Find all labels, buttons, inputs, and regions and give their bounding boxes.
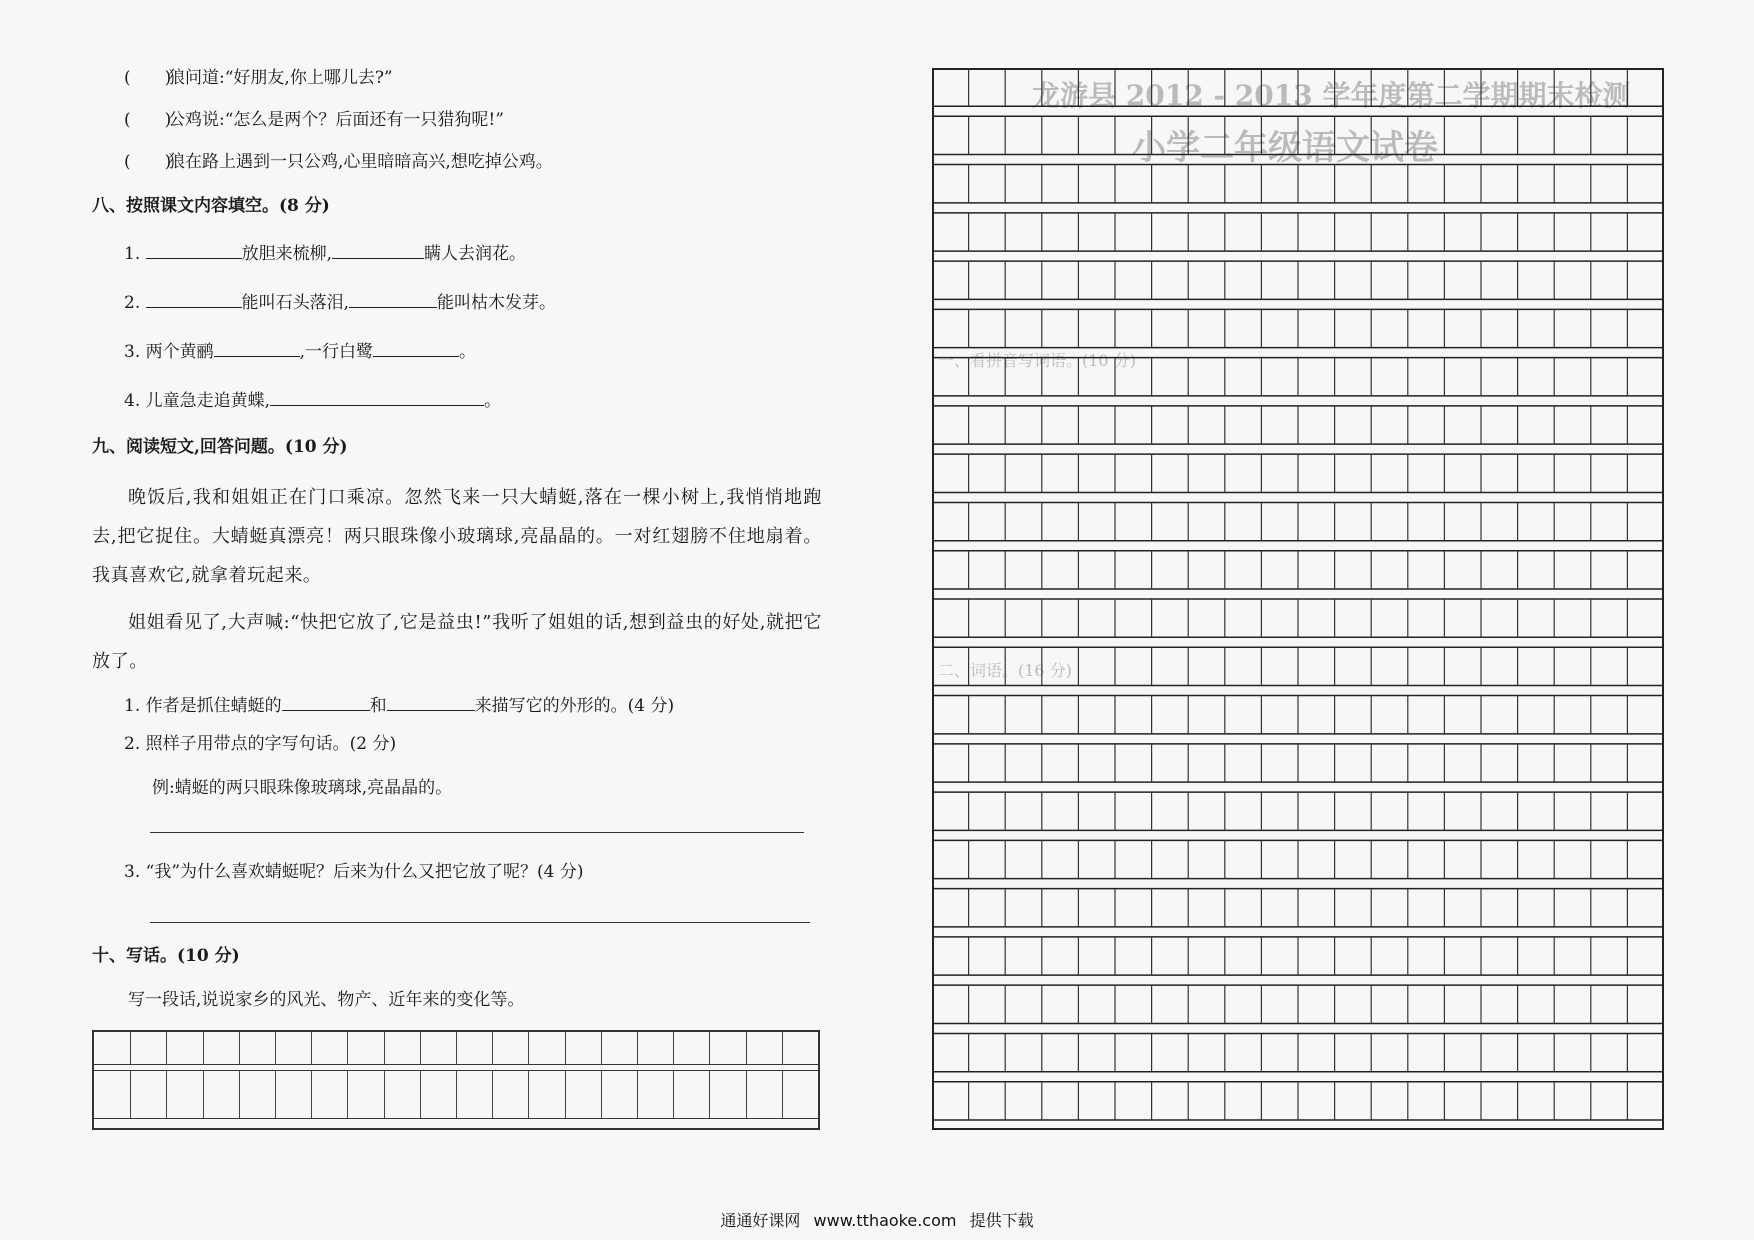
grid-column-line — [166, 1070, 167, 1118]
writing-grid[interactable] — [92, 1030, 820, 1130]
grid-column-line — [673, 1070, 674, 1118]
q9-example: 例:蜻蜓的两只眼珠像玻璃球,亮晶晶的。 — [152, 778, 453, 798]
grid-column-line — [166, 1032, 167, 1064]
fill-blank[interactable] — [332, 240, 424, 259]
answer-paren[interactable]: ( ) — [124, 152, 172, 172]
grid-column-line — [420, 1070, 421, 1118]
grid-column-line — [239, 1070, 240, 1118]
grid-column-line — [528, 1070, 529, 1118]
grid-divider — [94, 1064, 818, 1065]
ghost-section-1: 一、看拼音写词语。(10 分) — [938, 351, 1136, 370]
reading-passage-para-2: 姐姐看见了,大声喊:“快把它放了,它是益虫!”我听了姐姐的话,想到益虫的好处,就把它放了。 — [92, 612, 822, 672]
grid-column-line — [528, 1032, 529, 1064]
fill-blank[interactable] — [387, 692, 475, 711]
q10-heading: 十、写话。(10 分) — [92, 946, 240, 966]
answer-line[interactable] — [150, 922, 810, 923]
grid-column-line — [239, 1032, 240, 1064]
grid-column-line — [709, 1032, 710, 1064]
q7-item-3: ( )狼在路上遇到一只公鸡,心里暗暗高兴,想吃掉公鸡。 — [124, 152, 553, 172]
reading-passage-para-1: 晚饭后,我和姐姐正在门口乘凉。忽然飞来一只大蜻蜓,落在一棵小树上,我悄悄地跑去,把它捉住。大蜻蜓真漂亮！两只眼珠像小玻璃球,亮晶晶的。一对红翅膀不住地扇着。我真喜欢它,就拿着玩起来。 — [92, 487, 822, 586]
grid-column-line — [311, 1070, 312, 1118]
answer-line[interactable] — [150, 832, 804, 833]
composition-grid[interactable] — [932, 68, 1664, 1130]
site-name[interactable]: 通通好课网 — [720, 1211, 801, 1230]
q8-heading: 八、按照课文内容填空。(8 分) — [92, 196, 330, 216]
grid-column-line — [746, 1032, 747, 1064]
grid-column-line — [130, 1070, 131, 1118]
q9-sub-1: 1. 作者是抓住蜻蜓的 和 来描写它的外形的。(4 分) — [124, 692, 674, 718]
grid-column-line — [347, 1032, 348, 1064]
answer-paren[interactable]: ( ) — [124, 110, 172, 130]
grid-column-line — [492, 1032, 493, 1064]
grid-column-line — [275, 1070, 276, 1118]
grid-column-line — [456, 1070, 457, 1118]
fill-blank[interactable] — [373, 338, 459, 357]
grid-divider — [94, 1118, 818, 1119]
grid-column-line — [203, 1032, 204, 1064]
q9-sub-3: 3. “我”为什么喜欢蜻蜓呢？后来为什么又把它放了呢？(4 分) — [124, 862, 584, 882]
fill-blank[interactable] — [270, 387, 484, 406]
grid-column-line — [601, 1032, 602, 1064]
grid-column-line — [637, 1032, 638, 1064]
grid-column-line — [782, 1032, 783, 1064]
q10-prompt: 写一段话,说说家乡的风光、物产、近年来的变化等。 — [128, 990, 525, 1010]
left-exam-page — [0, 0, 860, 1180]
grid-column-line — [275, 1032, 276, 1064]
ghost-title-line-2: 小学二年级语文试卷 — [1132, 128, 1438, 168]
grid-column-line — [384, 1032, 385, 1064]
grid-column-line — [637, 1070, 638, 1118]
q8-line-1: 1. 放胆来梳柳, 瞒人去润花。 — [124, 240, 526, 266]
site-url[interactable]: www.tthaoke.com — [813, 1211, 957, 1230]
right-writing-sheet — [932, 68, 1664, 1130]
grid-column-line — [456, 1032, 457, 1064]
fill-blank[interactable] — [146, 240, 242, 259]
grid-column-line — [492, 1070, 493, 1118]
ghost-title-line-1: 龙游县 2012 - 2013 学年度第二学期期末检测 — [1032, 79, 1631, 112]
q7-item-1: ( )狼问道:“好朋友,你上哪儿去?” — [124, 68, 393, 88]
grid-column-line — [673, 1032, 674, 1064]
grid-column-line — [384, 1070, 385, 1118]
grid-column-line — [565, 1032, 566, 1064]
grid-column-line — [130, 1032, 131, 1064]
grid-column-line — [420, 1032, 421, 1064]
fill-blank[interactable] — [282, 692, 370, 711]
grid-column-line — [782, 1070, 783, 1118]
grid-column-line — [601, 1070, 602, 1118]
grid-column-line — [203, 1070, 204, 1118]
grid-column-line — [565, 1070, 566, 1118]
grid-column-line — [311, 1032, 312, 1064]
answer-paren[interactable]: ( ) — [124, 68, 172, 88]
q8-line-4: 4. 儿童急走追黄蝶, 。 — [124, 387, 501, 413]
footer — [0, 1208, 1754, 1231]
ghost-section-2: 二、词语。(16 分) — [938, 661, 1072, 680]
grid-column-line — [746, 1070, 747, 1118]
q9-heading: 九、阅读短文,回答问题。(10 分) — [92, 437, 348, 457]
grid-column-line — [709, 1070, 710, 1118]
q8-line-2: 2. 能叫石头落泪, 能叫枯木发芽。 — [124, 289, 556, 315]
q9-sub-2: 2. 照样子用带点的字写句话。(2 分) — [124, 734, 397, 754]
download-note: 提供下载 — [969, 1211, 1034, 1230]
fill-blank[interactable] — [214, 338, 300, 357]
fill-blank[interactable] — [349, 289, 437, 308]
grid-column-line — [347, 1070, 348, 1118]
q7-item-2: ( )公鸡说:“怎么是两个？后面还有一只猎狗呢!” — [124, 110, 504, 130]
fill-blank[interactable] — [146, 289, 242, 308]
q8-line-3: 3. 两个黄鹂 ,一行白鹭 。 — [124, 338, 476, 364]
